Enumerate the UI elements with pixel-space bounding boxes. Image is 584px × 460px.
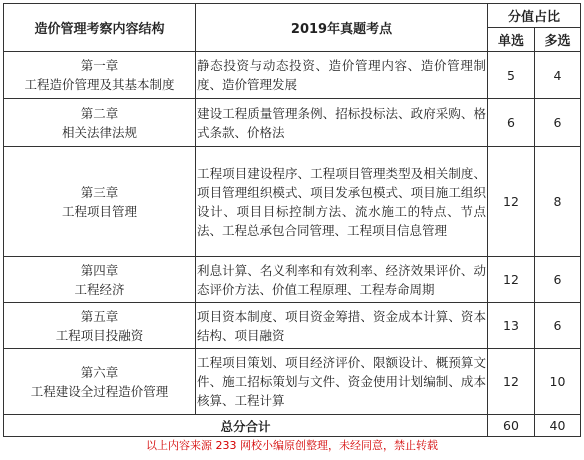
- header-topics: 2019年真题考点: [196, 4, 488, 52]
- total-row: [4, 415, 581, 437]
- topics-cell: 静态投资与动态投资、造价管理内容、造价管理制度、造价管理发展: [196, 52, 488, 99]
- chapter-cell: [4, 349, 196, 415]
- chapter-number: 第五章: [80, 308, 119, 324]
- table-row: [4, 257, 581, 303]
- multi-score: 6: [535, 257, 581, 303]
- header-multi: 多选: [535, 28, 581, 52]
- table-row: [4, 147, 581, 257]
- chapter-name: 相关法律法规: [61, 124, 137, 140]
- single-score: 13: [488, 303, 535, 349]
- total-single: 60: [488, 415, 535, 437]
- chapter-name: 工程建设全过程造价管理: [30, 383, 169, 399]
- table-row: [4, 99, 581, 147]
- chapter-cell: [4, 257, 196, 303]
- chapter-cell: [4, 52, 196, 99]
- single-score: 6: [488, 99, 535, 147]
- topics-cell: 利息计算、名义利率和有效利率、经济效果评价、动态评价方法、价值工程原理、工程寿命周期: [196, 257, 488, 303]
- multi-score: 10: [535, 349, 581, 415]
- topics-cell: 工程项目策划、项目经济评价、限额设计、概预算文件、施工招标策划与文件、资金使用计划编制、成本核算、工程计算: [196, 349, 488, 415]
- multi-score: 8: [535, 147, 581, 257]
- header-ratio: 分值占比: [488, 4, 581, 28]
- topics-cell: 工程项目建设程序、工程项目管理类型及相关制度、项目管理组织模式、项目发承包模式、项目施工组织设计、项目目标控制方法、流水施工的特点、节点法、工程总承包合同管理、工程项目信息管理: [196, 147, 488, 257]
- chapter-name: 工程经济: [74, 281, 125, 297]
- chapter-name: 工程项目管理: [61, 203, 137, 219]
- chapter-cell: [4, 99, 196, 147]
- exam-structure-table: [3, 3, 581, 437]
- table-row: [4, 349, 581, 415]
- chapter-cell: [4, 147, 196, 257]
- copyright-note: 以上内容来源 233 网校小编原创整理，未经同意，禁止转载: [146, 439, 438, 452]
- header-single: 单选: [488, 28, 535, 52]
- table-row: [4, 52, 581, 99]
- header-structure: 造价管理考察内容结构: [4, 4, 196, 52]
- single-score: 12: [488, 257, 535, 303]
- total-multi: 40: [535, 415, 581, 437]
- total-label: 总分合计: [4, 415, 488, 437]
- multi-score: 6: [535, 303, 581, 349]
- single-score: 12: [488, 147, 535, 257]
- single-score: 5: [488, 52, 535, 99]
- chapter-name: 工程项目投融资: [55, 327, 144, 343]
- topics-cell: 项目资本制度、项目资金筹措、资金成本计算、资本结构、项目融资: [196, 303, 488, 349]
- chapter-number: 第二章: [80, 105, 119, 121]
- multi-score: 4: [535, 52, 581, 99]
- table-row: [4, 303, 581, 349]
- chapter-cell: [4, 303, 196, 349]
- chapter-number: 第一章: [80, 58, 119, 73]
- chapter-name: 工程造价管理及其基本制度: [24, 77, 175, 92]
- single-score: 12: [488, 349, 535, 415]
- chapter-number: 第三章: [80, 184, 119, 200]
- topics-cell: 建设工程质量管理条例、招标投标法、政府采购、格式条款、价格法: [196, 99, 488, 147]
- multi-score: 6: [535, 99, 581, 147]
- chapter-number: 第六章: [80, 364, 119, 380]
- chapter-number: 第四章: [80, 262, 119, 278]
